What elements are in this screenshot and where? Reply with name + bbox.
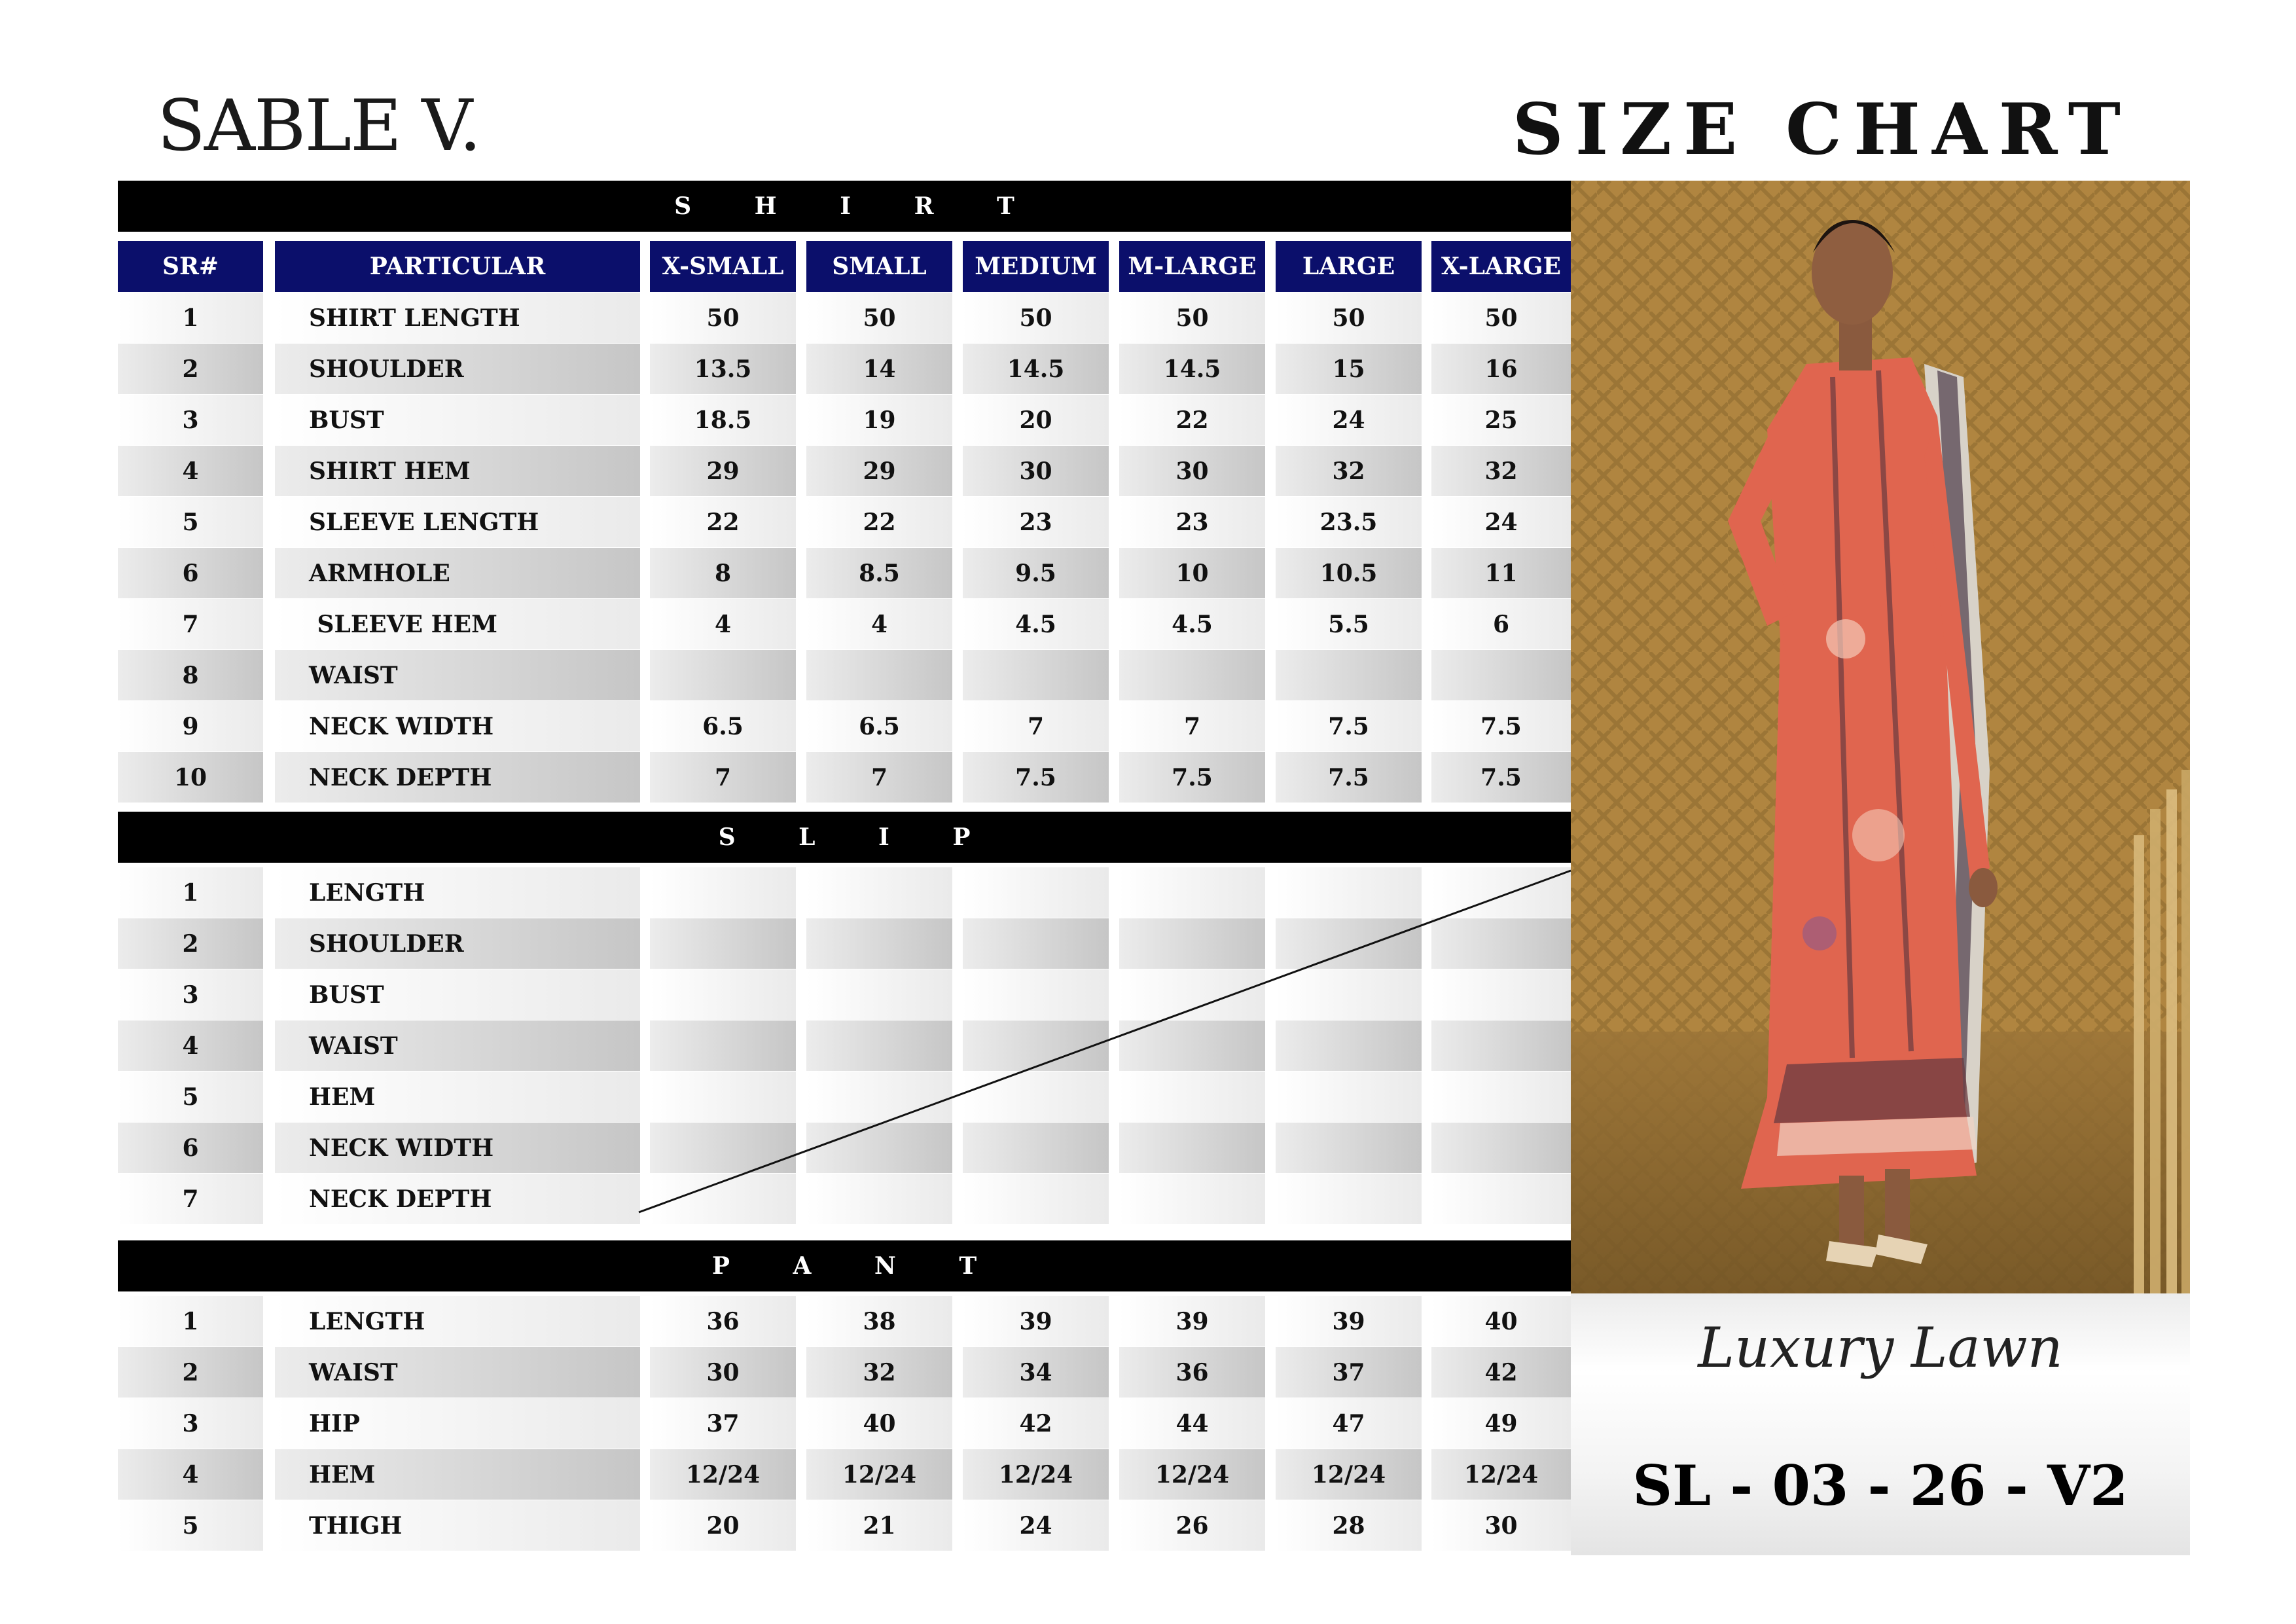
slip-row-value xyxy=(963,969,1109,1020)
shirt-row-value: 7.5 xyxy=(963,752,1109,803)
pant-row-value: 38 xyxy=(806,1296,952,1346)
brand-logo: SABLE V. xyxy=(157,85,480,167)
shirt-row-particular: SHIRT HEM xyxy=(275,446,640,496)
shirt-row-value: 14.5 xyxy=(1119,344,1265,394)
slip-row-value xyxy=(1431,1020,1571,1071)
slip-row-particular: HEM xyxy=(275,1072,640,1122)
shirt-row-sr: 5 xyxy=(118,497,263,547)
column-header: SMALL xyxy=(806,241,952,292)
shirt-row-value: 50 xyxy=(963,293,1109,343)
pant-row-value: 49 xyxy=(1431,1398,1571,1449)
pant-row-value: 12/24 xyxy=(963,1449,1109,1500)
column-header: M-LARGE xyxy=(1119,241,1265,292)
shirt-row-value: 8 xyxy=(650,548,796,598)
shirt-row-value: 19 xyxy=(806,395,952,445)
slip-row-value xyxy=(1431,1072,1571,1122)
slip-row-value xyxy=(650,1072,796,1122)
column-header: X-SMALL xyxy=(650,241,796,292)
slip-row-sr: 5 xyxy=(118,1072,263,1122)
slip-row-value xyxy=(1431,918,1571,969)
shirt-row-value: 29 xyxy=(650,446,796,496)
slip-section-label: S L I P xyxy=(718,823,998,851)
pant-row-value: 12/24 xyxy=(1431,1449,1571,1500)
slip-row-value xyxy=(650,1174,796,1224)
slip-row-value xyxy=(1276,1174,1422,1224)
column-header: X-LARGE xyxy=(1431,241,1571,292)
shirt-row-value: 25 xyxy=(1431,395,1571,445)
shirt-row-value: 11 xyxy=(1431,548,1571,598)
column-header: LARGE xyxy=(1276,241,1422,292)
shirt-row-value xyxy=(650,650,796,700)
shirt-row-value: 7.5 xyxy=(1119,752,1265,803)
slip-row-value xyxy=(650,1123,796,1173)
pant-row-particular: WAIST xyxy=(275,1347,640,1398)
shirt-row-value: 4.5 xyxy=(1119,599,1265,649)
column-header: PARTICULAR xyxy=(275,241,640,292)
slip-row-value xyxy=(1276,1123,1422,1173)
shirt-row-value: 8.5 xyxy=(806,548,952,598)
shirt-row-value: 23 xyxy=(963,497,1109,547)
pant-row-sr: 3 xyxy=(118,1398,263,1449)
slip-row-value xyxy=(963,1020,1109,1071)
slip-row-value xyxy=(806,1123,952,1173)
slip-row-value xyxy=(806,918,952,969)
pant-row-particular: HIP xyxy=(275,1398,640,1449)
shirt-row-particular: SHOULDER xyxy=(275,344,640,394)
pant-row-value: 12/24 xyxy=(650,1449,796,1500)
slip-row-particular: NECK DEPTH xyxy=(275,1174,640,1224)
slip-row-particular: WAIST xyxy=(275,1020,640,1071)
article-code: SL - 03 - 26 - V2 xyxy=(1632,1453,2128,1518)
pant-section-bar xyxy=(118,1240,1571,1291)
slip-row-sr: 3 xyxy=(118,969,263,1020)
shirt-row-value: 23.5 xyxy=(1276,497,1422,547)
column-header: SR# xyxy=(118,241,263,292)
pant-row-value: 39 xyxy=(1119,1296,1265,1346)
shirt-row-value: 23 xyxy=(1119,497,1265,547)
slip-row-value xyxy=(806,1174,952,1224)
shirt-row-value xyxy=(806,650,952,700)
shirt-row-value: 14.5 xyxy=(963,344,1109,394)
pant-row-value: 12/24 xyxy=(1276,1449,1422,1500)
slip-row-value xyxy=(806,867,952,918)
shirt-row-value: 9.5 xyxy=(963,548,1109,598)
shirt-row-particular: NECK DEPTH xyxy=(275,752,640,803)
pant-row-particular: HEM xyxy=(275,1449,640,1500)
shirt-section-bar xyxy=(118,181,1571,232)
slip-row-value xyxy=(1276,918,1422,969)
pant-row-value: 39 xyxy=(1276,1296,1422,1346)
shirt-row-particular: NECK WIDTH xyxy=(275,701,640,751)
model-photo-illustration xyxy=(1571,181,2190,1293)
pant-row-value: 36 xyxy=(650,1296,796,1346)
pant-row-value: 44 xyxy=(1119,1398,1265,1449)
shirt-row-value: 32 xyxy=(1276,446,1422,496)
slip-row-value xyxy=(1119,1174,1265,1224)
shirt-row-value: 30 xyxy=(963,446,1109,496)
shirt-row-value: 22 xyxy=(1119,395,1265,445)
shirt-row-value: 29 xyxy=(806,446,952,496)
shirt-row-value xyxy=(963,650,1109,700)
slip-row-value xyxy=(1119,1072,1265,1122)
shirt-row-sr: 4 xyxy=(118,446,263,496)
pant-row-sr: 5 xyxy=(118,1500,263,1551)
shirt-row-value: 7 xyxy=(806,752,952,803)
pant-row-value: 12/24 xyxy=(806,1449,952,1500)
shirt-row-value: 6.5 xyxy=(650,701,796,751)
shirt-row-particular: SHIRT LENGTH xyxy=(275,293,640,343)
shirt-row-value: 16 xyxy=(1431,344,1571,394)
pant-row-value: 30 xyxy=(1431,1500,1571,1551)
shirt-row-value: 24 xyxy=(1276,395,1422,445)
pant-row-value: 36 xyxy=(1119,1347,1265,1398)
pant-row-value: 26 xyxy=(1119,1500,1265,1551)
pant-row-sr: 1 xyxy=(118,1296,263,1346)
shirt-row-value: 10.5 xyxy=(1276,548,1422,598)
shirt-row-value: 7.5 xyxy=(1431,701,1571,751)
shirt-row-value: 4.5 xyxy=(963,599,1109,649)
slip-row-value xyxy=(1431,1174,1571,1224)
slip-row-value xyxy=(1431,1123,1571,1173)
shirt-row-value xyxy=(1119,650,1265,700)
pant-row-sr: 2 xyxy=(118,1347,263,1398)
pant-row-value: 42 xyxy=(1431,1347,1571,1398)
slip-row-value xyxy=(806,1072,952,1122)
shirt-row-sr: 8 xyxy=(118,650,263,700)
slip-row-value xyxy=(1119,867,1265,918)
slip-row-particular: NECK WIDTH xyxy=(275,1123,640,1173)
shirt-row-value: 13.5 xyxy=(650,344,796,394)
pant-row-value: 39 xyxy=(963,1296,1109,1346)
shirt-row-value: 50 xyxy=(1276,293,1422,343)
slip-row-value xyxy=(963,1072,1109,1122)
slip-row-sr: 4 xyxy=(118,1020,263,1071)
shirt-row-value: 4 xyxy=(650,599,796,649)
shirt-row-sr: 7 xyxy=(118,599,263,649)
slip-row-value xyxy=(806,969,952,1020)
slip-row-sr: 1 xyxy=(118,867,263,918)
pant-row-value: 20 xyxy=(650,1500,796,1551)
slip-row-value xyxy=(1119,1123,1265,1173)
slip-row-value xyxy=(963,1174,1109,1224)
column-header: MEDIUM xyxy=(963,241,1109,292)
model-photo xyxy=(1571,181,2190,1293)
shirt-row-value: 50 xyxy=(1119,293,1265,343)
pant-row-value: 32 xyxy=(806,1347,952,1398)
pant-row-particular: LENGTH xyxy=(275,1296,640,1346)
pant-row-particular: THIGH xyxy=(275,1500,640,1551)
slip-row-value xyxy=(1119,1020,1265,1071)
shirt-row-value: 18.5 xyxy=(650,395,796,445)
shirt-row-value xyxy=(1431,650,1571,700)
slip-row-particular: SHOULDER xyxy=(275,918,640,969)
shirt-row-particular: ARMHOLE xyxy=(275,548,640,598)
shirt-row-value: 7 xyxy=(1119,701,1265,751)
shirt-row-sr: 3 xyxy=(118,395,263,445)
slip-row-particular: BUST xyxy=(275,969,640,1020)
shirt-row-sr: 1 xyxy=(118,293,263,343)
shirt-row-value: 4 xyxy=(806,599,952,649)
pant-row-sr: 4 xyxy=(118,1449,263,1500)
shirt-row-value: 22 xyxy=(650,497,796,547)
shirt-row-value: 32 xyxy=(1431,446,1571,496)
shirt-row-particular: WAIST xyxy=(275,650,640,700)
pant-row-value: 40 xyxy=(1431,1296,1571,1346)
pant-row-value: 28 xyxy=(1276,1500,1422,1551)
shirt-row-value: 6.5 xyxy=(806,701,952,751)
shirt-row-value: 7 xyxy=(963,701,1109,751)
pant-section-label: P A N T xyxy=(711,1252,1005,1280)
shirt-row-particular: SLEEVE HEM xyxy=(275,599,640,649)
shirt-row-value: 6 xyxy=(1431,599,1571,649)
shirt-row-value: 5.5 xyxy=(1276,599,1422,649)
pant-row-value: 12/24 xyxy=(1119,1449,1265,1500)
slip-row-value xyxy=(1119,918,1265,969)
slip-row-value xyxy=(1276,1020,1422,1071)
shirt-row-sr: 6 xyxy=(118,548,263,598)
slip-row-value xyxy=(806,1020,952,1071)
shirt-row-value: 7.5 xyxy=(1431,752,1571,803)
pant-row-value: 47 xyxy=(1276,1398,1422,1449)
pant-row-value: 34 xyxy=(963,1347,1109,1398)
shirt-row-sr: 2 xyxy=(118,344,263,394)
slip-row-sr: 7 xyxy=(118,1174,263,1224)
shirt-row-sr: 9 xyxy=(118,701,263,751)
slip-row-value xyxy=(1431,969,1571,1020)
pant-row-value: 42 xyxy=(963,1398,1109,1449)
shirt-row-value: 7 xyxy=(650,752,796,803)
pant-row-value: 37 xyxy=(1276,1347,1422,1398)
slip-row-sr: 2 xyxy=(118,918,263,969)
page-title: SIZE CHART xyxy=(1512,88,2132,171)
slip-row-value xyxy=(1276,867,1422,918)
slip-row-value xyxy=(1276,969,1422,1020)
pant-row-value: 30 xyxy=(650,1347,796,1398)
slip-row-sr: 6 xyxy=(118,1123,263,1173)
slip-row-value xyxy=(650,867,796,918)
shirt-row-value: 50 xyxy=(1431,293,1571,343)
slip-row-value xyxy=(963,918,1109,969)
slip-row-value xyxy=(963,1123,1109,1173)
slip-row-value xyxy=(1119,969,1265,1020)
shirt-row-value: 50 xyxy=(806,293,952,343)
shirt-row-value: 7.5 xyxy=(1276,701,1422,751)
shirt-row-value: 7.5 xyxy=(1276,752,1422,803)
slip-row-value xyxy=(963,867,1109,918)
slip-section-bar xyxy=(118,812,1571,863)
shirt-section-label: S H I R T xyxy=(674,192,1042,220)
shirt-row-particular: BUST xyxy=(275,395,640,445)
shirt-row-value: 20 xyxy=(963,395,1109,445)
shirt-row-sr: 10 xyxy=(118,752,263,803)
shirt-row-particular: SLEEVE LENGTH xyxy=(275,497,640,547)
shirt-row-value: 10 xyxy=(1119,548,1265,598)
shirt-row-value: 50 xyxy=(650,293,796,343)
shirt-row-value: 30 xyxy=(1119,446,1265,496)
pant-row-value: 40 xyxy=(806,1398,952,1449)
collection-name: Luxury Lawn xyxy=(1698,1316,2063,1380)
pant-row-value: 37 xyxy=(650,1398,796,1449)
shirt-row-value: 24 xyxy=(1431,497,1571,547)
slip-row-value xyxy=(650,1020,796,1071)
shirt-row-value: 14 xyxy=(806,344,952,394)
shirt-row-value: 15 xyxy=(1276,344,1422,394)
slip-row-particular: LENGTH xyxy=(275,867,640,918)
slip-row-value xyxy=(1431,867,1571,918)
slip-row-value xyxy=(1276,1072,1422,1122)
shirt-row-value: 22 xyxy=(806,497,952,547)
slip-row-value xyxy=(650,969,796,1020)
shirt-row-value xyxy=(1276,650,1422,700)
pant-row-value: 21 xyxy=(806,1500,952,1551)
slip-row-value xyxy=(650,918,796,969)
pant-row-value: 24 xyxy=(963,1500,1109,1551)
